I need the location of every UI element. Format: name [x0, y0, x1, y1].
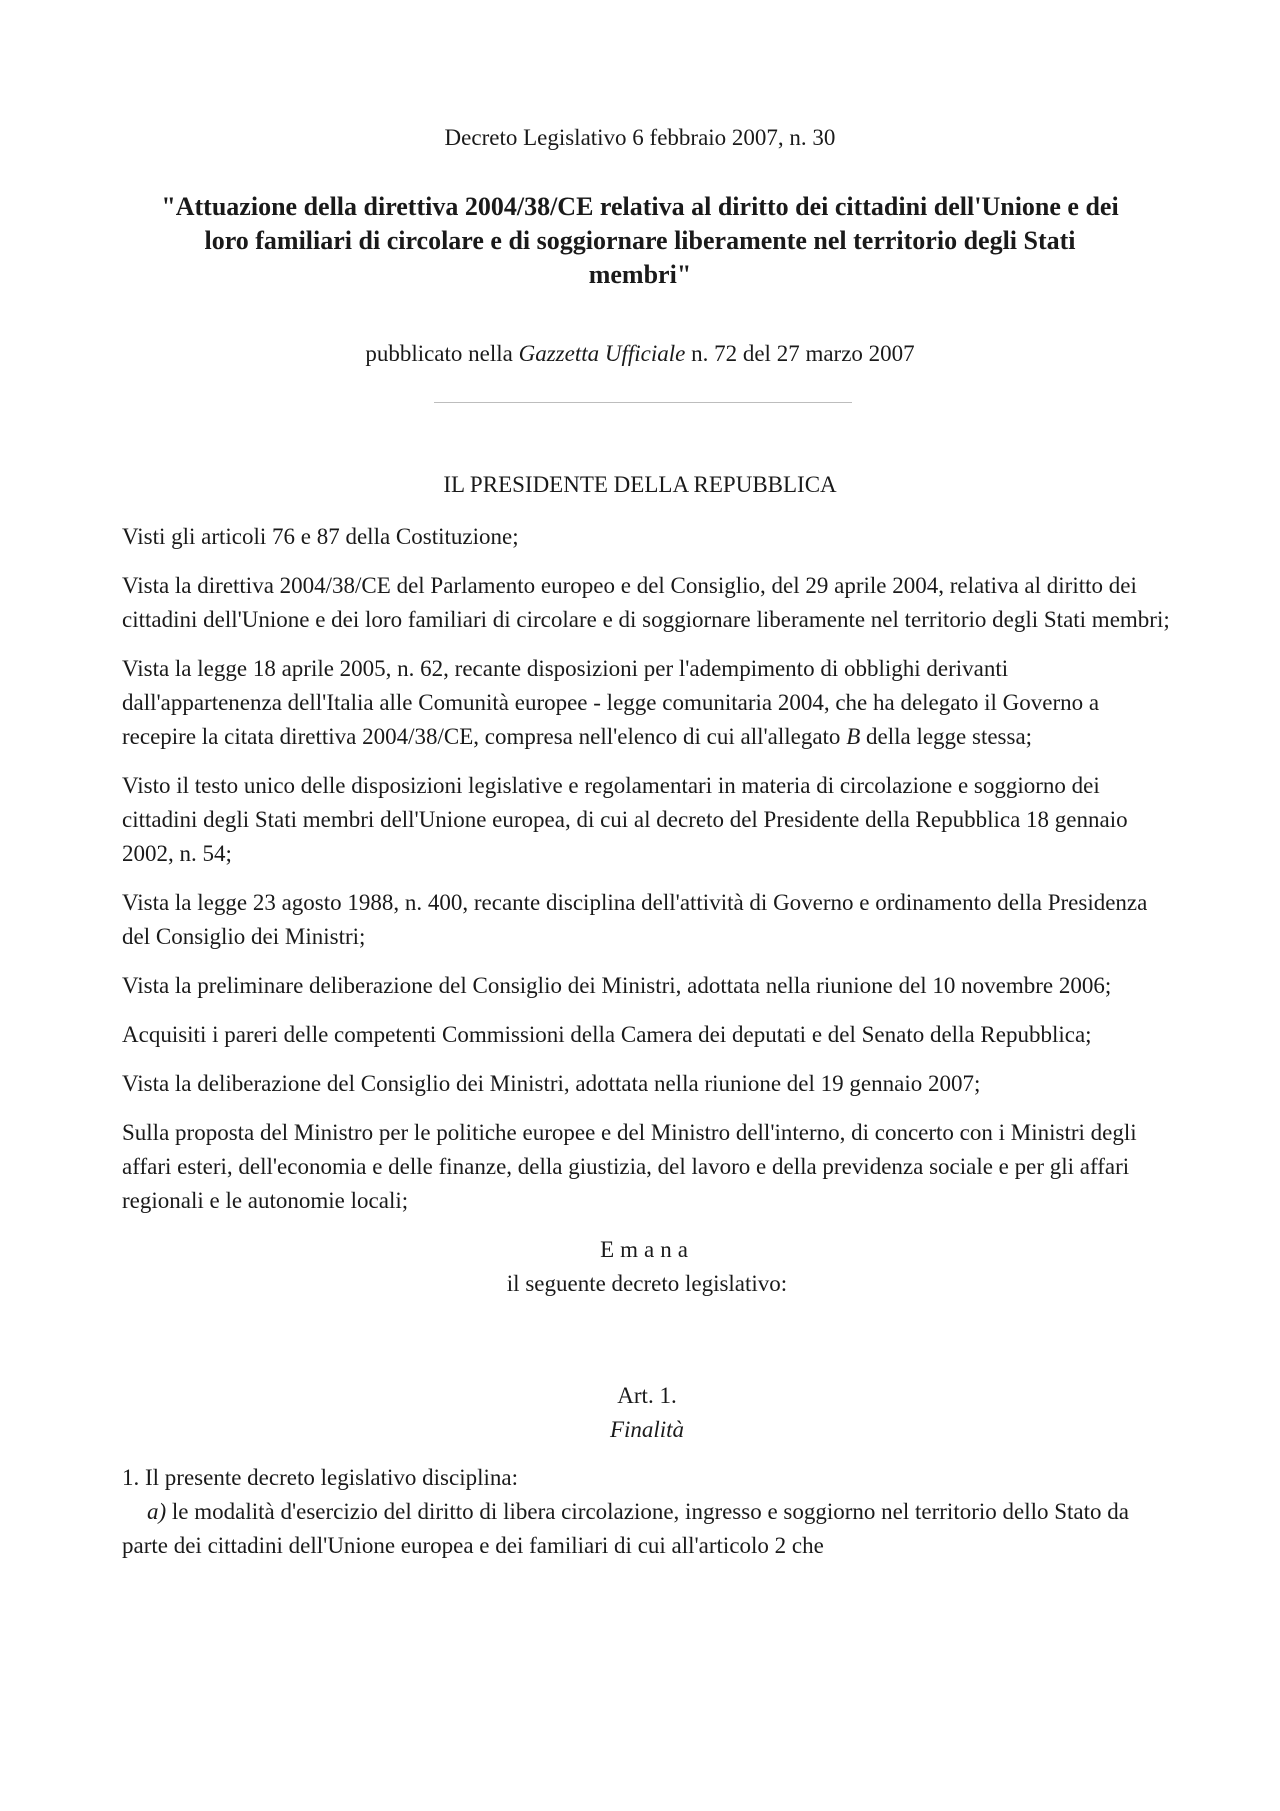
article-heading: Finalità: [609, 1417, 685, 1442]
preamble-paragraph: Vista la legge 23 agosto 1988, n. 400, recante disciplina dell'attività di Governo e ordinamento della Presidenza del Consiglio dei Ministri;: [122, 890, 1148, 949]
article-item: [122, 1495, 1172, 1563]
enactment-word: Emana: [600, 1237, 694, 1262]
item-label: a): [147, 1499, 167, 1524]
president-heading: IL PRESIDENTE DELLA REPUBBLICA: [443, 472, 837, 497]
preamble-text: Vista la legge 18 aprile 2005, n. 62, recante disposizioni per l'adempimento di obblighi derivanti dall'appartenenza dell'Italia alle Comunità europee - legge comunitaria 2004, che ha delegato il Governo a recepire la citata direttiva 2004/38/CE, compresa nell'elenco di cui all'allegato: [122, 656, 1100, 749]
publication-prefix: pubblicato nella: [365, 341, 513, 366]
article-number: Art. 1.: [617, 1383, 677, 1408]
preamble-paragraph: Sulla proposta del Ministro per le politiche europee e del Ministro dell'interno, di concerto con i Ministri degli affari esteri, dell'economia e delle finanze, della giustizia, del lavoro e della previdenza sociale e per gli affari regionali e le autonomie locali;: [122, 1120, 1137, 1213]
preamble-paragraph: Vista la deliberazione del Consiglio dei Ministri, adottata nella riunione del 19 gennaio 2007;: [122, 1071, 981, 1096]
publication-line: [0, 340, 1280, 368]
preamble-paragraph: Vista la direttiva 2004/38/CE del Parlamento europeo e del Consiglio, del 29 aprile 2004, relativa al diritto dei cittadini dell'Unione e dei loro familiari di circolare e di soggiornare liberamente nel territorio degli Stati membri;: [122, 573, 1170, 632]
preamble-paragraph: Visto il testo unico delle disposizioni legislative e regolamentari in materia di circolazione e soggiorno dei cittadini degli Stati membri dell'Unione europea, di cui al decreto del Presidente della Repubblica 18 gennaio 2002, n. 54;: [122, 773, 1128, 866]
decree-title: "Attuazione della direttiva 2004/38/CE relativa al diritto dei cittadini dell'Unione e dei loro familiari di circolare e di soggiornare liberamente nel territorio degli Stati membri": [161, 192, 1119, 289]
article-clause: 1. Il presente decreto legislativo disciplina:: [122, 1465, 518, 1490]
preamble-paragraph: Acquisiti i pareri delle competenti Commissioni della Camera dei deputati e del Senato della Repubblica;: [122, 1022, 1092, 1047]
preamble-paragraph: Vista la preliminare deliberazione del Consiglio dei Ministri, adottata nella riunione del 10 novembre 2006;: [122, 973, 1112, 998]
preamble-text: della legge stessa;: [866, 724, 1033, 749]
preamble-paragraph: Visti gli articoli 76 e 87 della Costituzione;: [122, 524, 519, 549]
preamble-body: [122, 520, 1172, 1563]
item-text: le modalità d'esercizio del diritto di libera circolazione, ingresso e soggiorno nel territorio dello Stato da parte dei cittadini dell'Unione europea e dei familiari di cui all'articolo 2 che: [122, 1499, 1129, 1558]
header-divider: [434, 402, 852, 403]
publication-journal: Gazzetta Ufficiale: [518, 341, 686, 366]
annex-letter: B: [846, 724, 861, 749]
publication-suffix: n. 72 del 27 marzo 2007: [691, 341, 915, 366]
decree-reference: Decreto Legislativo 6 febbraio 2007, n. 30: [444, 125, 836, 150]
enactment-subtitle: il seguente decreto legislativo:: [506, 1271, 788, 1296]
preamble-paragraph: [122, 652, 1172, 754]
